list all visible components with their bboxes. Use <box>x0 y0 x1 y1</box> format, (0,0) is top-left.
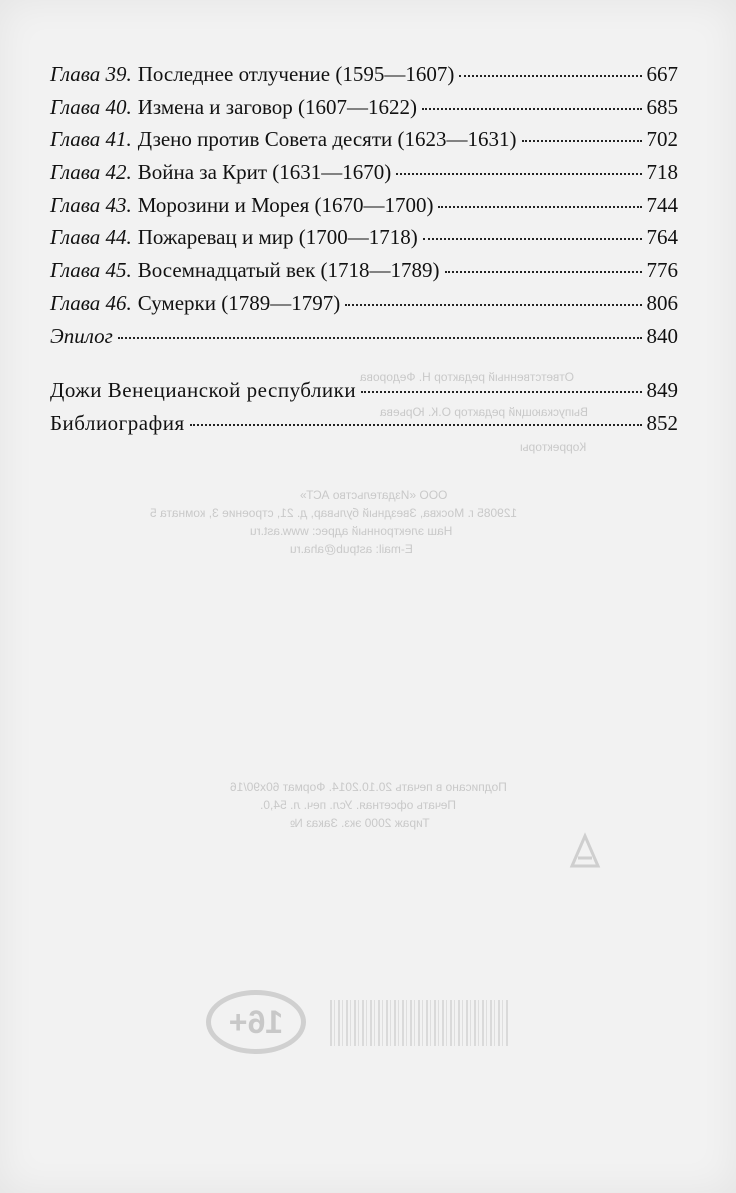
page-number: 744 <box>646 192 678 217</box>
chapter-label: Глава 41. <box>50 127 132 152</box>
page-number: 776 <box>646 258 678 283</box>
bleed-line: Ответственный редактор Н. Федорова <box>360 370 575 384</box>
page-number: 667 <box>646 62 678 86</box>
bleed-line: Печать офсетная. Усл. печ. л. 54,0. <box>260 798 456 812</box>
page-number: 718 <box>646 160 678 185</box>
chapter-label: Глава 45. <box>50 258 132 283</box>
toc-row-doges-list <box>50 380 678 413</box>
chapter-label: Глава 40. <box>50 94 132 119</box>
leader-dots <box>459 75 641 77</box>
toc-row-chapter-45 <box>50 260 678 293</box>
toc-row-epilogue <box>50 323 678 359</box>
chapter-title: Сумерки (1789—1797) <box>137 290 341 315</box>
page-number: 840 <box>646 323 678 348</box>
chapter-label: Глава 46. <box>50 290 132 315</box>
age-rating-badge: 16+ <box>206 990 306 1054</box>
page-number: 764 <box>646 225 678 250</box>
section-gap <box>50 358 678 380</box>
leader-dots <box>190 424 642 426</box>
page-number: 702 <box>646 127 678 152</box>
bleed-line: Подписано в печать 20.10.2014. Формат 60x90/16 <box>230 780 507 794</box>
chapter-title: Война за Крит (1631—1670) <box>137 160 392 185</box>
leader-dots <box>438 206 641 208</box>
bleed-line: Выпускающий редактор О.К. Юрьева <box>380 405 588 419</box>
bleed-line: ООО «Издательство АСТ» <box>300 488 448 502</box>
leader-dots <box>522 140 642 142</box>
page-number: 852 <box>646 410 678 435</box>
chapter-title: Измена и заговор (1607—1622) <box>137 94 418 119</box>
chapter-title: Дзено против Совета десяти (1623—1631) <box>137 127 517 152</box>
toc-row-chapter-39 <box>50 64 678 97</box>
page-number: 806 <box>646 290 678 315</box>
chapter-title: Восемнадцатый век (1718—1789) <box>137 258 440 283</box>
chapter-title: Морозини и Морея (1670—1700) <box>137 192 434 217</box>
leader-dots <box>396 173 641 175</box>
page-number: 849 <box>646 378 678 403</box>
leader-dots <box>361 391 641 393</box>
chapter-label: Глава 44. <box>50 225 132 250</box>
toc-row-chapter-46 <box>50 290 678 326</box>
toc-row-chapter-40 <box>50 94 678 130</box>
epilogue-title: Эпилог <box>50 323 113 348</box>
page-number: 685 <box>646 94 678 119</box>
publisher-logo-icon <box>568 830 602 870</box>
barcode-bleed <box>330 1000 510 1046</box>
bleed-line: 129085 г. Москва, Звездный бульвар, д. 21, строение 3, комната 5 <box>150 506 518 520</box>
toc-row-chapter-44 <box>50 227 678 260</box>
appendix-title: Дожи Венецианской республики <box>50 378 357 403</box>
bleed-line: Тираж 2000 экз. Заказ № <box>290 816 430 830</box>
chapter-title: Пожаревац и мир (1700—1718) <box>137 225 418 250</box>
chapter-label: Глава 43. <box>50 192 132 217</box>
leader-dots <box>423 238 642 240</box>
appendix-title: Библиография <box>50 410 185 435</box>
leader-dots <box>445 271 642 273</box>
chapter-title: Последнее отлучение (1595—1607) <box>137 62 455 86</box>
toc-row-chapter-43 <box>50 192 678 228</box>
bleed-line: Наш электронный адрес: www.ast.ru <box>250 524 453 538</box>
bleed-line: Корректоры <box>520 440 587 454</box>
chapter-label: Глава 42. <box>50 160 132 185</box>
leader-dots <box>422 108 641 110</box>
bleed-line: E-mail: astpub@aha.ru <box>290 542 413 556</box>
leader-dots <box>118 337 642 339</box>
leader-dots <box>345 304 641 306</box>
toc-row-chapter-42 <box>50 162 678 195</box>
toc-row-chapter-41 <box>50 129 678 162</box>
table-of-contents <box>50 64 678 446</box>
chapter-label: Глава 39. <box>50 62 132 86</box>
